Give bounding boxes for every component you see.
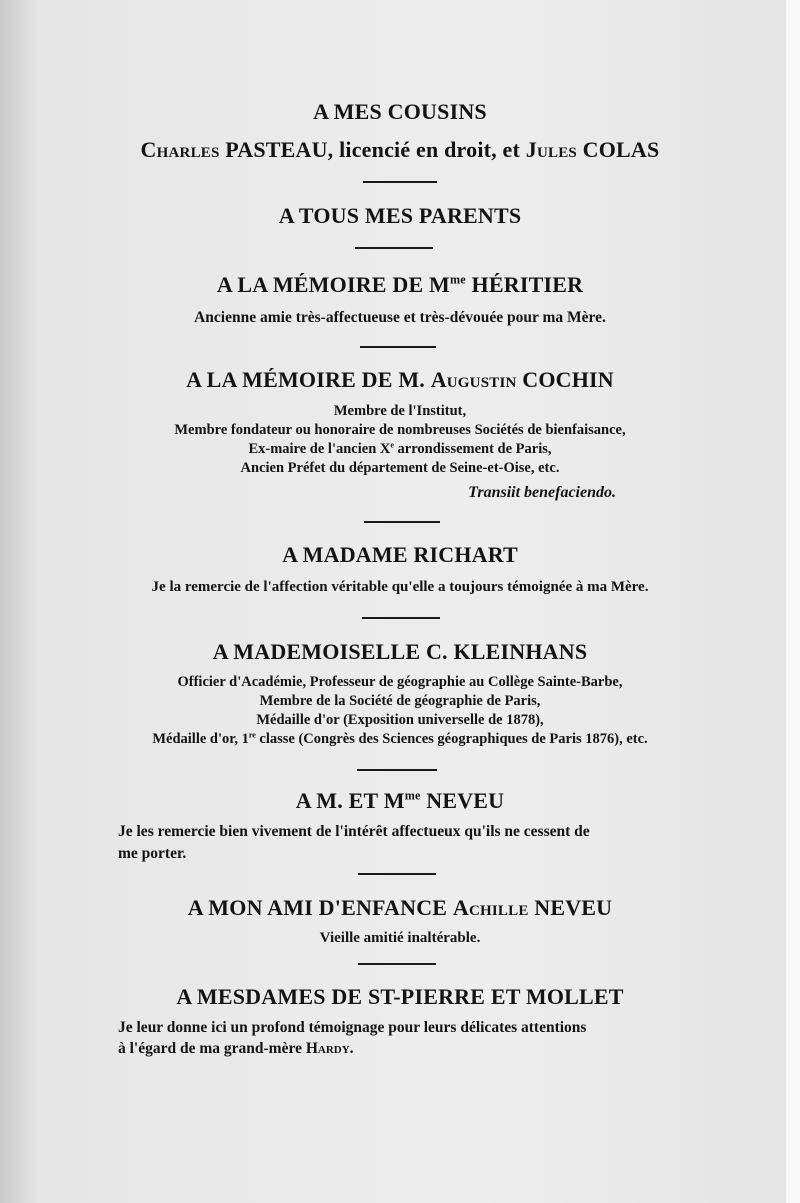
dedication-neveu-text: Je les remercie bien vivement de l'intérêt affectueux qu'ils ne cessent de me porter. (118, 823, 590, 862)
separator-rule (358, 963, 436, 965)
dedication-achille-text: Vieille amitié inaltérable. (319, 930, 481, 946)
dedication-heritier-text: Ancienne amie très-affectueuse et très-dévouée pour ma Mère. (194, 309, 606, 326)
cochin-line-4: Ancien Préfet du département de Seine-et-Oise, etc. (240, 460, 560, 476)
cochin-line-3: Ex-maire de l'ancien Xe arrondissement de Paris, (248, 440, 552, 457)
dedication-achille-heading: A MON AMI D'ENFANCE Achille NEVEU (187, 895, 613, 920)
cochin-motto: Transiit benefaciendo. (468, 484, 616, 501)
separator-rule (357, 769, 437, 771)
dedication-cousins-names: Charles PASTEAU, licencié en droit, et Jules COLAS (140, 137, 660, 162)
dedication-neveu-heading: A M. ET $M^{me}$ NEVEU (295, 788, 505, 813)
dedication-kleinhans-heading: A MADEMOISELLE C. KLEINHANS (212, 639, 588, 664)
dedication-parents-heading: A TOUS MES PARENTS (278, 203, 522, 228)
kleinhans-line-1: Officier d'Académie, Professeur de géographie au Collège Sainte-Barbe, (177, 674, 623, 690)
kleinhans-line-4: Médaille d'or, 1re classe (Congrès des Sciences géographiques de Paris 1876), etc. (152, 730, 648, 747)
dedication-st-pierre-text: Je leur donne ici un profond témoignage pour leurs délicates attentions à l'égard de ma grand-mère Hardy. (118, 1019, 587, 1057)
separator-rule (358, 873, 436, 875)
separator-rule (355, 247, 433, 249)
cochin-line-2: Membre fondateur ou honoraire de nombreuses Sociétés de bienfaisance, (174, 422, 626, 438)
dedication-richart-heading: A MADAME RICHART (282, 542, 518, 567)
kleinhans-line-2: Membre de la Société de géographie de Paris, (259, 693, 541, 709)
dedication-cochin-heading: A LA MÉMOIRE DE M. Augustin COCHIN (186, 367, 614, 392)
dedication-richart-text: Je la remercie de l'affection véritable qu'elle a toujours témoignée à ma Mère. (151, 579, 649, 595)
separator-rule (360, 346, 436, 348)
dedication-cousins-heading: A MES COUSINS (313, 99, 487, 124)
separator-rule (362, 617, 440, 619)
dedication-st-pierre-heading: A MESDAMES DE ST-PIERRE ET MOLLET (176, 984, 624, 1009)
kleinhans-line-3: Médaille d'or (Exposition universelle de 1878), (256, 712, 544, 728)
cochin-line-1: Membre de l'Institut, (333, 403, 467, 419)
dedication-heritier-heading: A LA MÉMOIRE DE $M^{me}$ HÉRITIER (216, 272, 584, 297)
separator-rule (363, 181, 437, 183)
page-edge (786, 0, 800, 1203)
separator-rule (364, 521, 440, 523)
